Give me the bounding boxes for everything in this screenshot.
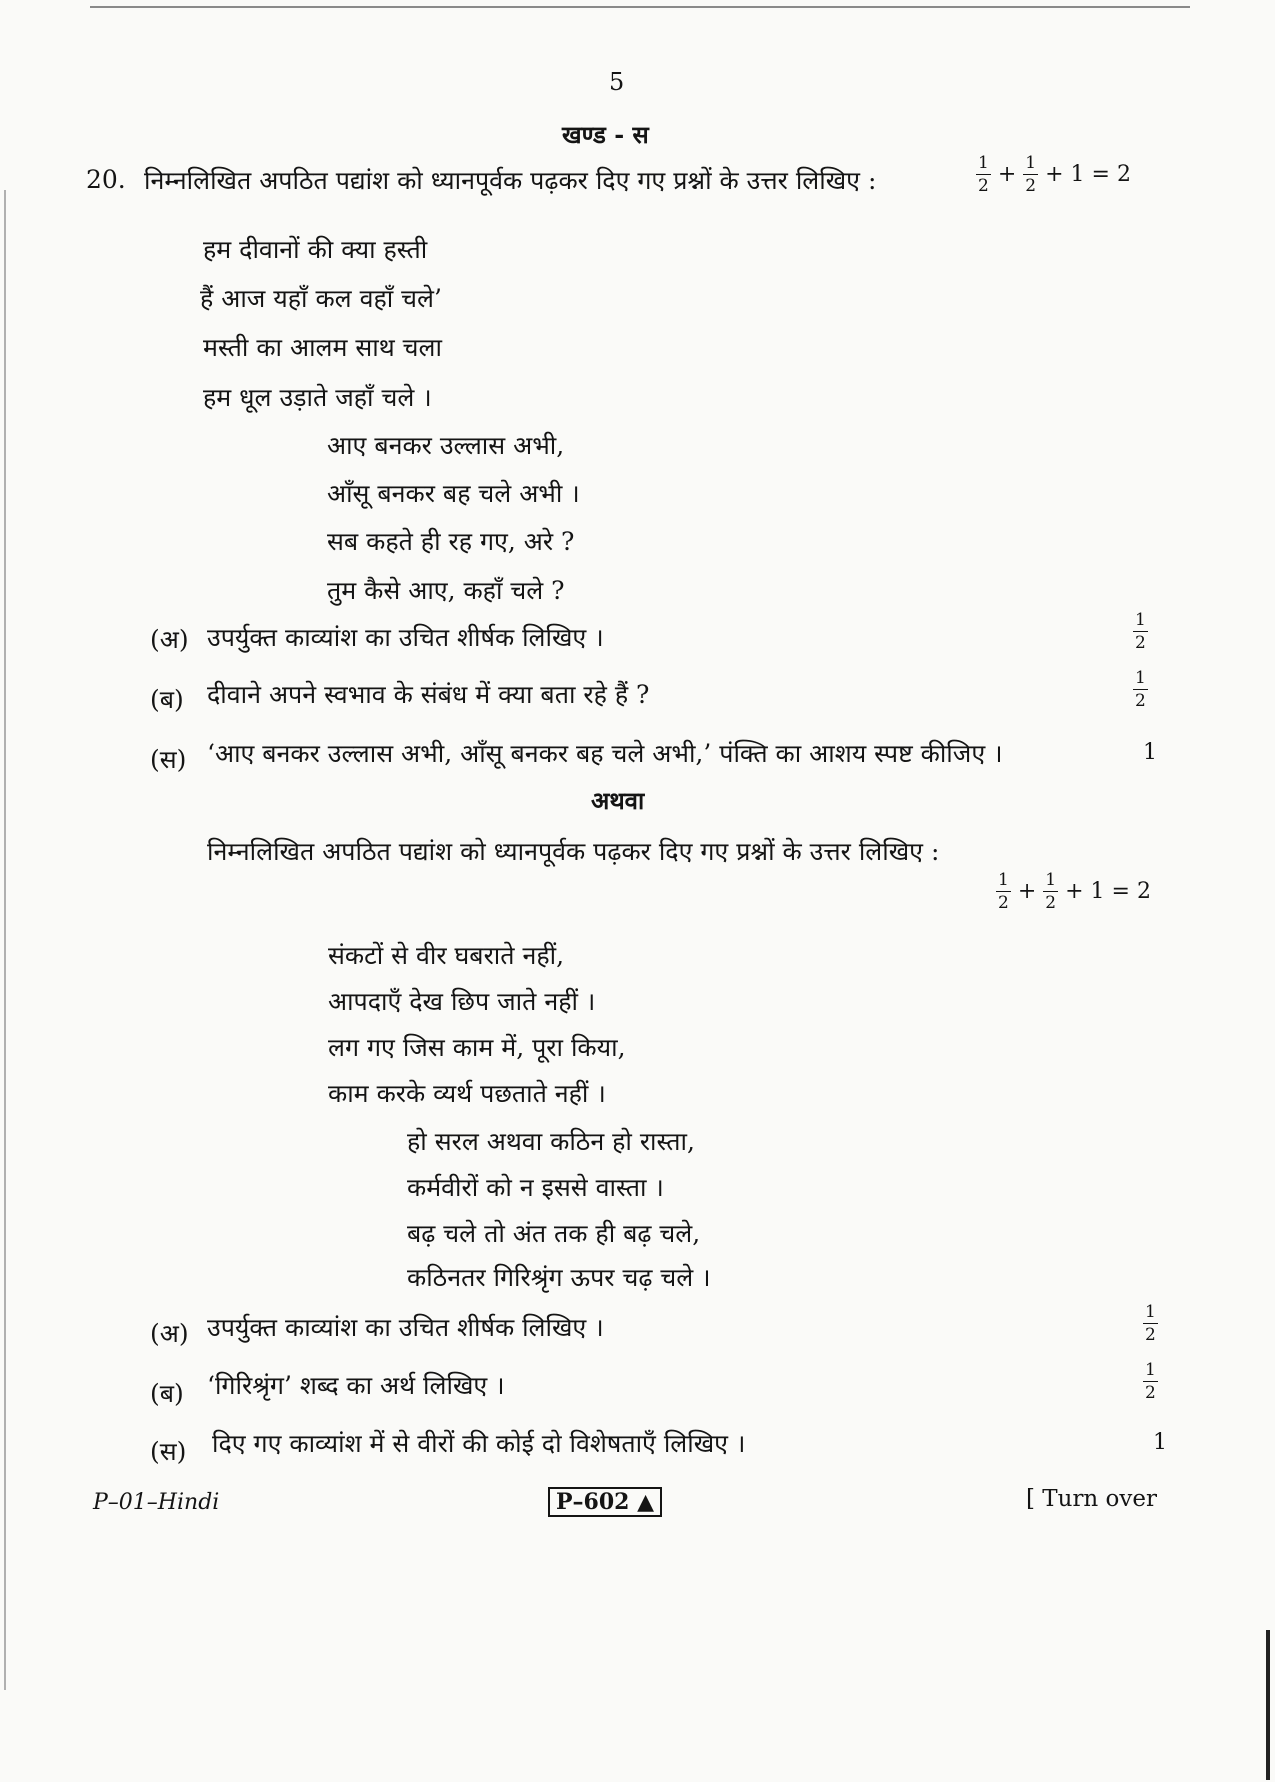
alt-question-instruction: निम्नलिखित अपठित पद्यांश को ध्यानपूर्वक पढ़कर दिए गए प्रश्नों के उत्तर लिखिए : (207, 837, 940, 866)
half-fraction: $\frac{1}{2}$ (1025, 153, 1037, 196)
poem-line: संकटों से वीर घबराते नहीं, (328, 941, 565, 970)
question-number: 20. (86, 165, 126, 194)
marks-sum: + 1 = 2 (1045, 162, 1131, 187)
subquestion-text: ‘आए बनकर उल्लास अभी, आँसू बनकर बह चले अभी,’ पंक्ति का आशय स्पष्ट कीजिए । (207, 739, 1003, 768)
poem-line: हो सरल अथवा कठिन हो रास्ता, (407, 1127, 695, 1156)
section-title: खण्ड - स (562, 120, 649, 149)
poem-line: हम धूल उड़ाते जहाँ चले । (203, 383, 432, 412)
subquestion-label: (ब) (150, 1379, 184, 1408)
poem-line: सब कहते ही रह गए, अरे ? (327, 527, 575, 556)
or-label: अथवा (591, 786, 645, 815)
scan-edge-right (1266, 1630, 1270, 1780)
subquestion-marks: $\frac{1}{2}$ (1145, 1360, 1156, 1403)
poem-line: आपदाएँ देख छिप जाते नहीं । (328, 987, 596, 1016)
subquestion-label: (अ) (150, 1319, 189, 1348)
paper-set-code: P–602 ▲ (548, 1487, 662, 1517)
subquestion-label: (अ) (150, 625, 189, 654)
paper-code: P–01–Hindi (93, 1490, 220, 1515)
poem-line: लग गए जिस काम में, पूरा किया, (328, 1033, 626, 1062)
subquestion-label: (स) (150, 1437, 187, 1466)
poem-line: बढ़ चले तो अंत तक ही बढ़ चले, (407, 1219, 701, 1248)
poem-line: आए बनकर उल्लास अभी, (327, 431, 565, 460)
question-total-marks (976, 155, 1131, 195)
half-fraction: $\frac{1}{2}$ (978, 153, 989, 196)
subquestion-marks: 1 (1153, 1430, 1167, 1455)
subquestion-marks: $\frac{1}{2}$ (1135, 668, 1146, 711)
page-number: 5 (609, 68, 625, 96)
subquestion-text: ‘गिरिश्रृंग’ शब्द का अर्थ लिखिए । (207, 1371, 505, 1400)
subquestion-label: (स) (150, 745, 187, 774)
scan-edge-left (4, 190, 6, 1690)
poem-line: तुम कैसे आए, कहाँ चले ? (327, 576, 565, 605)
poem-line: हम दीवानों की क्या हस्ती (203, 235, 428, 264)
subquestion-text: उपर्युक्त काव्यांश का उचित शीर्षक लिखिए । (207, 623, 604, 652)
poem-line: कठिनतर गिरिश्रृंग ऊपर चढ़ चले । (407, 1263, 711, 1292)
subquestion-marks: $\frac{1}{2}$ (1135, 610, 1146, 653)
poem-line: आँसू बनकर बह चले अभी । (327, 479, 580, 508)
subquestion-label: (ब) (150, 685, 184, 714)
poem-line: मस्ती का आलम साथ चला (203, 333, 442, 362)
poem-line: कर्मवीरों को न इससे वास्ता । (407, 1173, 664, 1202)
poem-line: काम करके व्यर्थ पछताते नहीं । (328, 1079, 606, 1108)
question-instruction: निम्नलिखित अपठित पद्यांश को ध्यानपूर्वक पढ़कर दिए गए प्रश्नों के उत्तर लिखिए : (144, 166, 877, 195)
scan-edge-top (90, 6, 1190, 8)
plus-sign: + (997, 162, 1017, 187)
subquestion-marks: $\frac{1}{2}$ (1145, 1302, 1156, 1345)
subquestion-marks: 1 (1143, 740, 1157, 765)
turn-over-note: [ Turn over (1026, 1486, 1158, 1512)
subquestion-text: दिए गए काव्यांश में से वीरों की कोई दो विशेषताएँ लिखिए । (212, 1429, 746, 1458)
subquestion-text: दीवाने अपने स्वभाव के संबंध में क्या बता रहे हैं ? (207, 680, 650, 709)
subquestion-text: उपर्युक्त काव्यांश का उचित शीर्षक लिखिए । (207, 1313, 604, 1342)
poem-line: हैं आज यहाँ कल वहाँ चले’ (200, 284, 442, 313)
alt-question-total-marks: $\frac{1}{2}$ + $\frac{1}{2}$ + 1 = 2 (998, 870, 1151, 913)
